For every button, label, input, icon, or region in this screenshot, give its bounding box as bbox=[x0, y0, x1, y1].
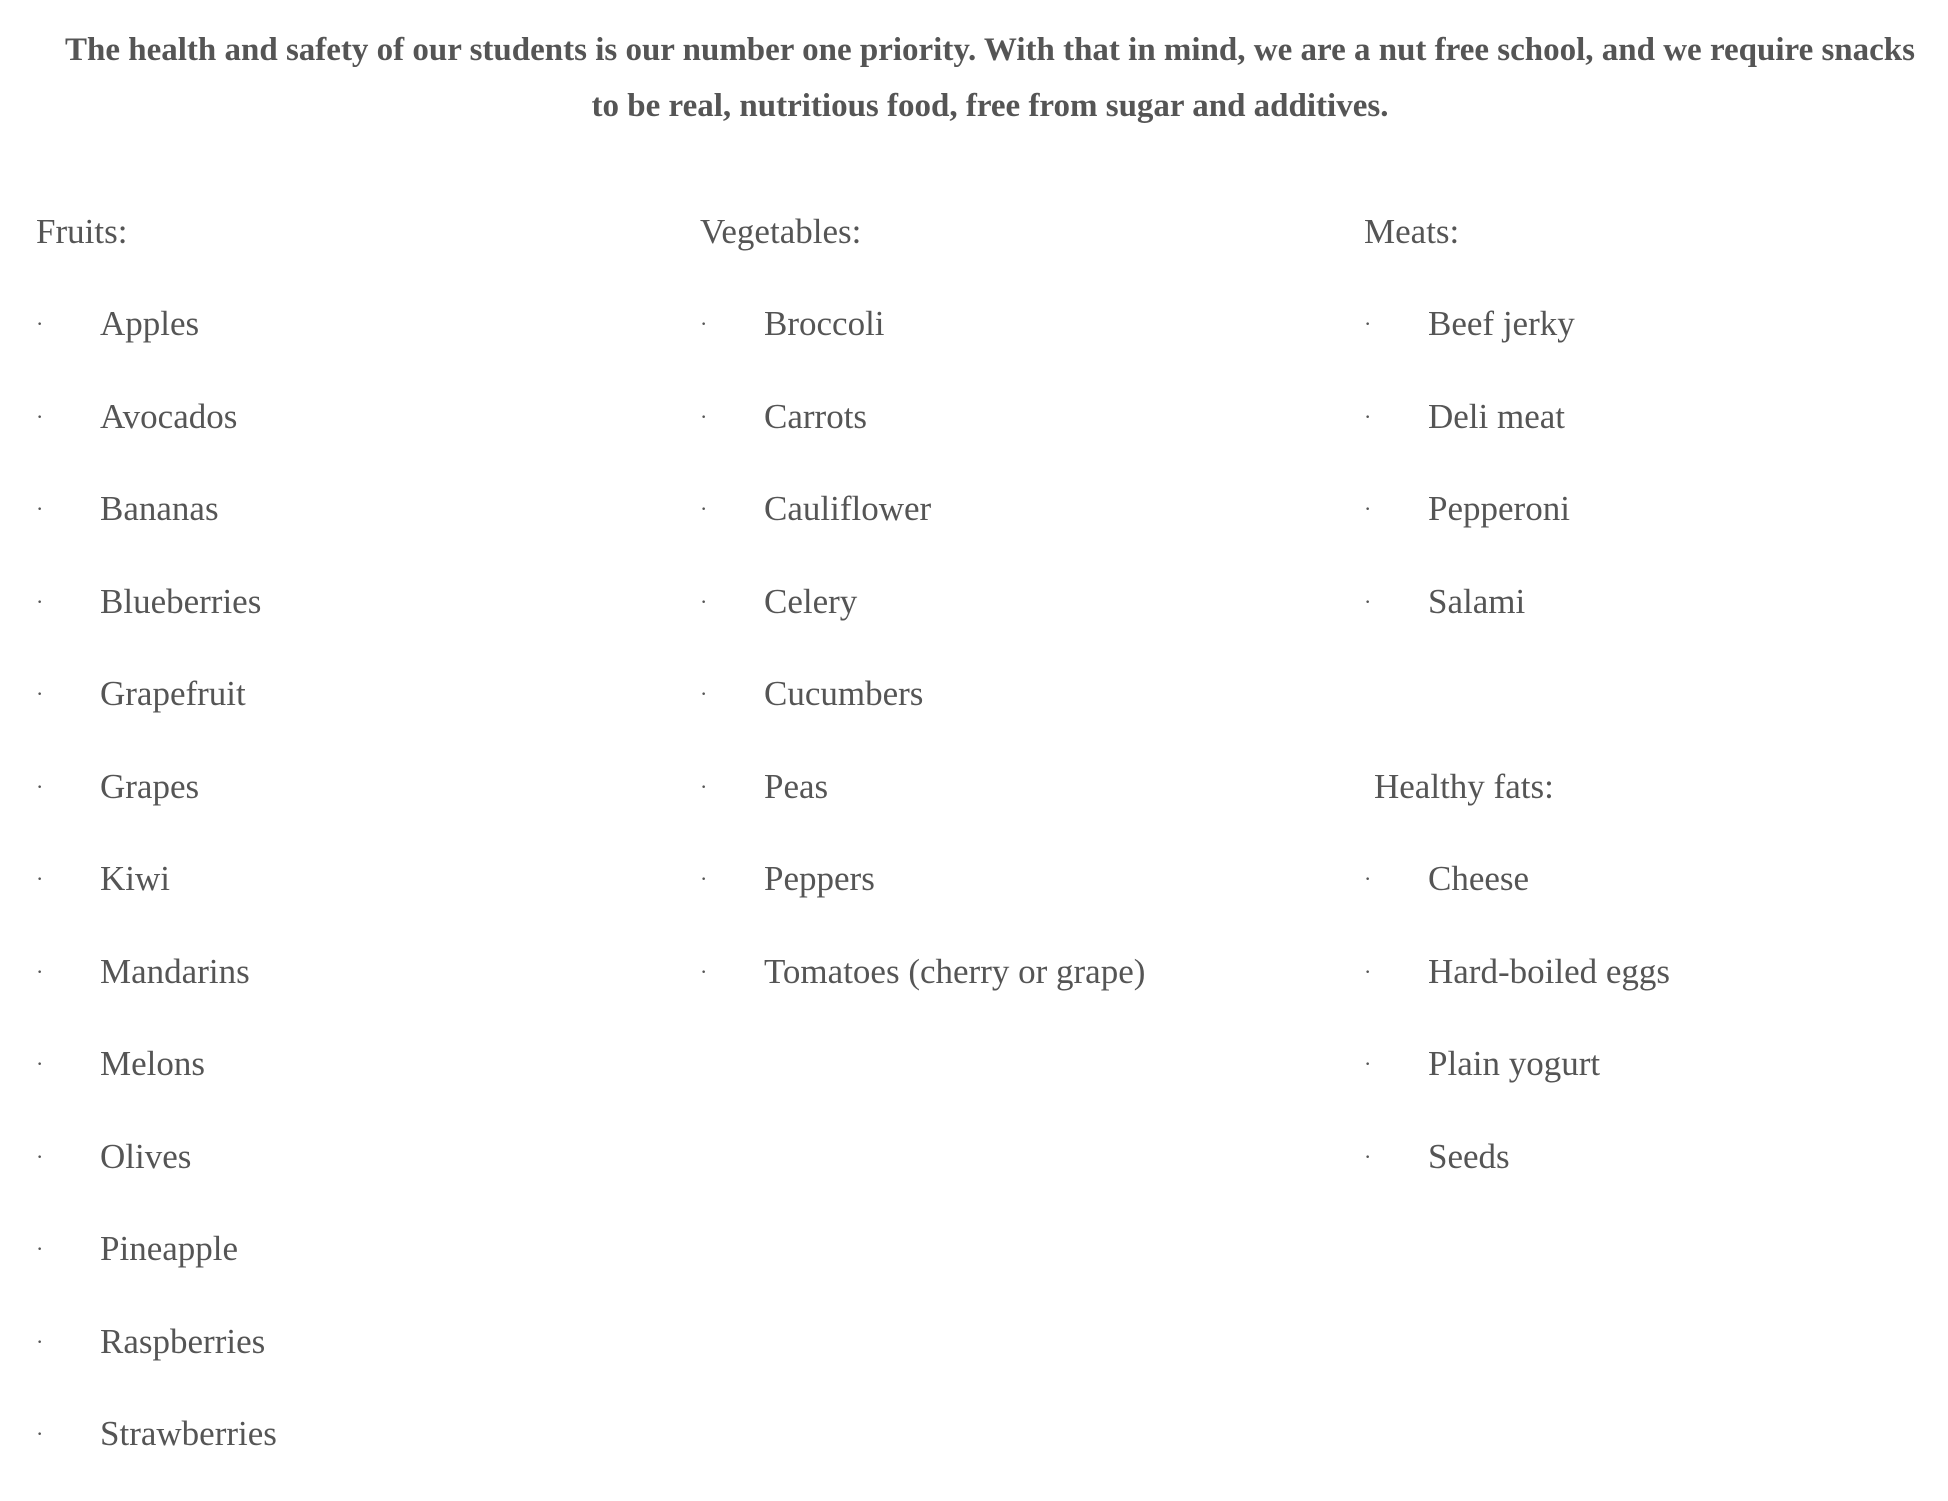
list-item bbox=[36, 853, 277, 946]
vegetables-heading: Vegetables: bbox=[700, 212, 862, 251]
vegetables-list bbox=[700, 298, 1145, 1038]
list-item bbox=[1364, 1038, 1670, 1131]
list-item bbox=[700, 298, 1145, 391]
fruit-item: Grapefruit bbox=[100, 674, 246, 713]
meats-list bbox=[1364, 298, 1670, 668]
bullet-icon: · bbox=[36, 1143, 44, 1169]
healthy-fat-item: Seeds bbox=[1428, 1136, 1510, 1176]
fruit-item: Raspberries bbox=[100, 1321, 266, 1361]
meats-column bbox=[1364, 206, 1670, 1223]
bullet-icon: · bbox=[1364, 866, 1372, 891]
bullet-icon: · bbox=[700, 866, 708, 891]
list-item bbox=[36, 483, 277, 576]
fruit-item: Olives bbox=[100, 1136, 192, 1176]
bullet-icon: · bbox=[700, 958, 708, 984]
bullet-icon: · bbox=[36, 588, 44, 614]
list-item bbox=[700, 853, 1145, 946]
meat-item: Salami bbox=[1428, 581, 1526, 621]
list-item bbox=[36, 1038, 277, 1131]
bullet-icon: · bbox=[1364, 1051, 1372, 1076]
vegetable-item: Carrots bbox=[764, 396, 868, 436]
list-item bbox=[700, 761, 1145, 854]
meat-item: Pepperoni bbox=[1428, 489, 1570, 528]
vegetable-item: Celery bbox=[764, 581, 858, 621]
list-item bbox=[36, 946, 277, 1039]
list-item bbox=[36, 1316, 277, 1409]
fruit-item: Melons bbox=[100, 1044, 205, 1083]
bullet-icon: · bbox=[700, 311, 708, 336]
meat-item: Beef jerky bbox=[1428, 304, 1575, 343]
fruit-item: Bananas bbox=[100, 489, 219, 528]
list-item bbox=[1364, 853, 1670, 946]
list-item bbox=[36, 668, 277, 761]
bullet-icon: · bbox=[700, 588, 708, 614]
list-item bbox=[36, 1131, 277, 1224]
list-item bbox=[1364, 391, 1670, 484]
list-item bbox=[1364, 1131, 1670, 1224]
bullet-icon: · bbox=[700, 496, 708, 521]
list-item bbox=[36, 391, 277, 484]
list-item bbox=[36, 1408, 277, 1501]
list-item bbox=[1364, 298, 1670, 391]
list-item bbox=[36, 761, 277, 854]
bullet-icon: · bbox=[700, 773, 708, 799]
list-item bbox=[36, 1223, 277, 1316]
bullet-icon: · bbox=[36, 1328, 44, 1354]
fruit-item: Mandarins bbox=[100, 951, 250, 991]
bullet-icon: · bbox=[36, 958, 44, 984]
bullet-icon: · bbox=[36, 311, 44, 336]
bullet-icon: · bbox=[36, 1421, 44, 1446]
bullet-icon: · bbox=[36, 403, 44, 429]
vegetable-item: Cauliflower bbox=[764, 489, 932, 528]
healthy-fat-item: Hard-boiled eggs bbox=[1428, 951, 1671, 991]
fruit-item: Grapes bbox=[100, 766, 200, 806]
bullet-icon: · bbox=[1364, 496, 1372, 521]
bullet-icon: · bbox=[1364, 1143, 1372, 1169]
list-item bbox=[1364, 483, 1670, 576]
bullet-icon: · bbox=[36, 1051, 44, 1076]
vegetable-item: Cucumbers bbox=[764, 674, 924, 713]
bullet-icon: · bbox=[1364, 311, 1372, 336]
list-item bbox=[1364, 946, 1670, 1039]
fruit-item: Kiwi bbox=[100, 859, 170, 898]
healthy-fats-heading: Healthy fats: bbox=[1374, 767, 1554, 806]
fruit-item: Pineapple bbox=[100, 1229, 239, 1268]
healthy-fat-item: Cheese bbox=[1428, 859, 1530, 898]
bullet-icon: · bbox=[1364, 958, 1372, 984]
list-item bbox=[700, 668, 1145, 761]
list-item bbox=[700, 391, 1145, 484]
fruit-item: Apples bbox=[100, 304, 200, 343]
bullet-icon: · bbox=[1364, 588, 1372, 614]
fruit-item: Avocados bbox=[100, 396, 238, 436]
vegetable-item: Peas bbox=[764, 766, 829, 806]
vegetable-item: Peppers bbox=[764, 859, 875, 898]
fruits-heading: Fruits: bbox=[36, 212, 128, 251]
meats-heading: Meats: bbox=[1364, 212, 1460, 251]
healthy-fat-item: Plain yogurt bbox=[1428, 1044, 1601, 1083]
list-item bbox=[700, 946, 1145, 1039]
list-item bbox=[1364, 576, 1670, 669]
bullet-icon: · bbox=[700, 403, 708, 429]
fruits-list bbox=[36, 298, 277, 1501]
fruit-item: Blueberries bbox=[100, 581, 262, 621]
list-item bbox=[36, 298, 277, 391]
bullet-icon: · bbox=[36, 1236, 44, 1261]
vegetables-column bbox=[700, 206, 1145, 1038]
section-spacer bbox=[1364, 668, 1670, 761]
bullet-icon: · bbox=[36, 496, 44, 521]
healthy-fats-list bbox=[1364, 853, 1670, 1223]
vegetable-item: Broccoli bbox=[764, 304, 885, 343]
bullet-icon: · bbox=[36, 773, 44, 799]
list-item bbox=[700, 483, 1145, 576]
vegetable-item: Tomatoes (cherry or grape) bbox=[764, 951, 1146, 991]
meat-item: Deli meat bbox=[1428, 396, 1566, 436]
fruits-column bbox=[36, 206, 277, 1501]
intro-statement: The health and safety of our students is our number one priority. With that in mind, we are a nut free school, and we require snacks to be real, nutritious food, free from sugar and additives. bbox=[64, 32, 1915, 124]
bullet-icon: · bbox=[36, 866, 44, 891]
fruit-item: Strawberries bbox=[100, 1414, 277, 1453]
bullet-icon: · bbox=[700, 681, 708, 706]
list-item bbox=[36, 576, 277, 669]
list-item bbox=[700, 576, 1145, 669]
bullet-icon: · bbox=[36, 681, 44, 706]
bullet-icon: · bbox=[1364, 403, 1372, 429]
